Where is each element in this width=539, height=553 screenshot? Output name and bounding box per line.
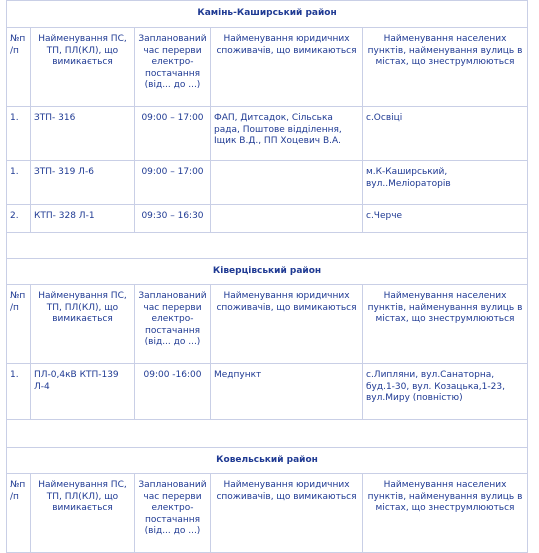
outage-schedule	[6, 0, 527, 553]
row-settlements: с.Освіці	[363, 107, 528, 161]
row-settlements: м.К-Каширський, вул..Меліораторів	[363, 161, 528, 205]
row-settlements: с.Черче	[363, 205, 528, 233]
col-header-legal: Найменування юридичних споживачів, що вимикаються	[211, 474, 363, 553]
district-header	[7, 1, 528, 28]
row-time: 09:30 – 16:30	[135, 205, 211, 233]
col-header-time: Запланований час перерви електро-постачання (від... до ...)	[135, 28, 211, 107]
row-legal: Медпункт	[211, 364, 363, 420]
district-title: Ковельський район	[7, 448, 528, 474]
district-spacer	[7, 420, 528, 448]
col-header-num: №п/п	[7, 474, 31, 553]
col-header-time: Запланований час перерви електро-постачання (від... до ...)	[135, 474, 211, 553]
district-header	[7, 259, 528, 285]
col-header-num: №п/п	[7, 285, 31, 364]
col-header-settlements: Найменування населених пунктів, найменування вулиць в містах, що знеструмлюються	[363, 474, 528, 553]
district-title: Ківерцівський район	[7, 259, 528, 285]
row-name: КТП- 328 Л-1	[31, 205, 135, 233]
row-name: ПЛ-0,4кВ КТП-139 Л-4	[31, 364, 135, 420]
row-num: 1.	[7, 107, 31, 161]
table-row	[7, 107, 528, 161]
row-name: ЗТП- 319 Л-6	[31, 161, 135, 205]
table-row	[7, 205, 528, 233]
table-header-row	[7, 28, 528, 107]
row-legal	[211, 161, 363, 205]
row-time: 09:00 – 17:00	[135, 161, 211, 205]
row-name: ЗТП- 316	[31, 107, 135, 161]
row-legal: ФАП, Дитсадок, Сільська рада, Поштове відділення, Іщик В.Д., ПП Хоцевич В.А.	[211, 107, 363, 161]
district-spacer	[7, 233, 528, 259]
district-title: Камінь-Каширський район	[7, 1, 528, 28]
row-time: 09:00 – 17:00	[135, 107, 211, 161]
col-header-name: Найменування ПС, ТП, ПЛ(КЛ), що вимикається	[31, 285, 135, 364]
table-header-row	[7, 474, 528, 553]
row-num: 1.	[7, 364, 31, 420]
table-row	[7, 364, 528, 420]
col-header-name: Найменування ПС, ТП, ПЛ(КЛ), що вимикається	[31, 474, 135, 553]
col-header-num: №п/п	[7, 28, 31, 107]
row-settlements: с.Липляни, вул.Санаторна, буд.1-30, вул. Козацька,1-23, вул.Миру (повністю)	[363, 364, 528, 420]
row-legal	[211, 205, 363, 233]
col-header-name: Найменування ПС, ТП, ПЛ(КЛ), що вимикається	[31, 28, 135, 107]
col-header-time: Запланований час перерви електро-постачання (від... до ...)	[135, 285, 211, 364]
row-num: 1.	[7, 161, 31, 205]
col-header-settlements: Найменування населених пунктів, найменування вулиць в містах, що знеструмлюються	[363, 28, 528, 107]
table-header-row	[7, 285, 528, 364]
col-header-legal: Найменування юридичних споживачів, що вимикаються	[211, 285, 363, 364]
row-time: 09:00 -16:00	[135, 364, 211, 420]
col-header-settlements: Найменування населених пунктів, найменування вулиць в містах, що знеструмлюються	[363, 285, 528, 364]
table-row	[7, 161, 528, 205]
outage-table	[6, 0, 528, 553]
col-header-legal: Найменування юридичних споживачів, що вимикаються	[211, 28, 363, 107]
row-num: 2.	[7, 205, 31, 233]
district-header	[7, 448, 528, 474]
